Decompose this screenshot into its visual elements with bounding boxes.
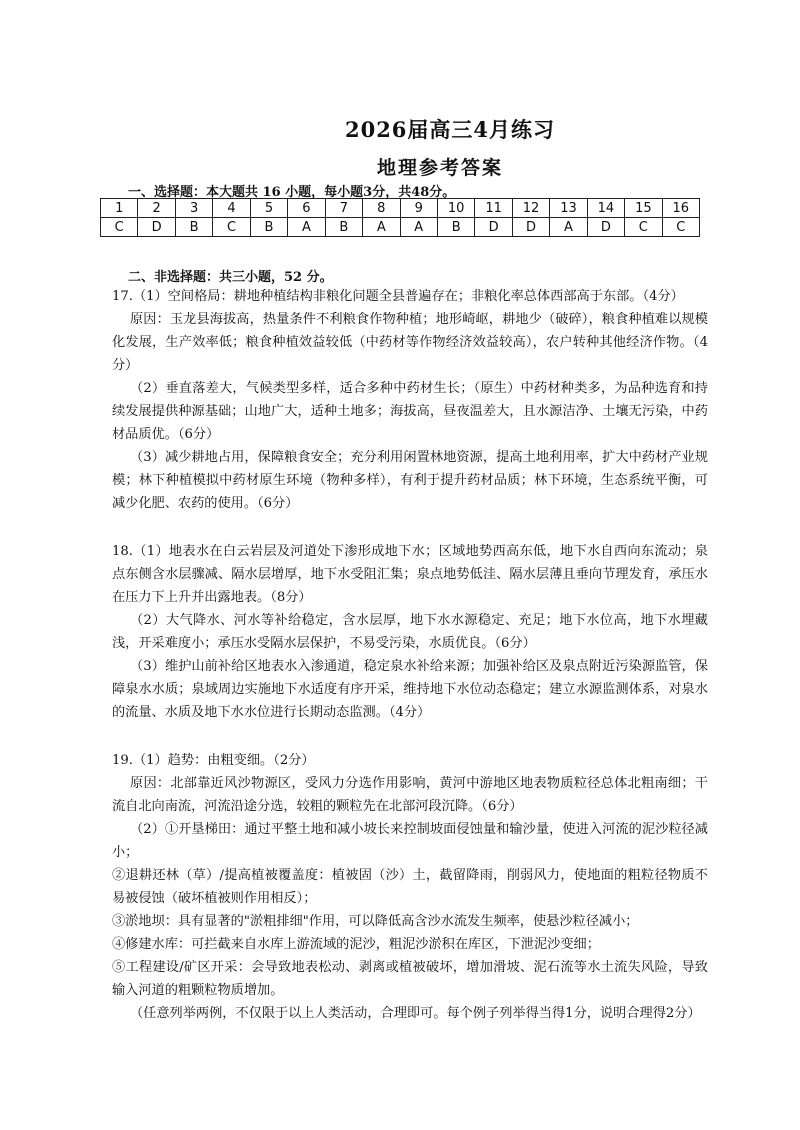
question-number-row xyxy=(101,199,700,218)
answer-cell: C xyxy=(625,218,662,237)
answer-cell: B xyxy=(437,218,474,237)
question-number-cell: 14 xyxy=(587,199,624,218)
answer-cell: A xyxy=(400,218,437,237)
answer-cell: A xyxy=(550,218,587,237)
answer-cell: D xyxy=(475,218,512,237)
question-number-cell: 11 xyxy=(475,199,512,218)
q19-part2-item4: ④修建水库：可拦截来自水库上游流域的泥沙，粗泥沙淤积在库区，下泄泥沙变细； xyxy=(112,937,600,952)
q17-part1: 17.（1）空间格局：耕地种植结构非粮化问题全县普遍存在；非粮化率总体西部高于东部。（4分） xyxy=(112,289,684,304)
answer-cell: A xyxy=(288,218,325,237)
q19-part2-item1: （2）①开垦梯田：通过平整土地和减小坡长来控制坡面侵蚀量和输沙量，使进入河流的泥沙粒径减小； xyxy=(112,822,708,860)
answer-row xyxy=(101,218,700,237)
question-number-cell: 13 xyxy=(550,199,587,218)
answer-cell: C xyxy=(101,218,138,237)
question-number-cell: 12 xyxy=(512,199,549,218)
q18-part1: 18.（1）地表水在白云岩层及河道处下渗形成地下水；区域地势西高东低，地下水自西向东流动；泉点东侧含水层骤减、隔水层增厚，地下水受阻汇集；泉点地势低洼、隔水层薄且垂向节理发育，承压水在压力下上升并出露地表。（8分） xyxy=(112,544,708,605)
answer-cell: D xyxy=(587,218,624,237)
q19-part2-item2: ②退耕还林（草）/提高植被覆盖度：植被固（沙）土，截留降雨，削弱风力，使地面的粗粒径物质不易被侵蚀（破坏植被则作用相反）； xyxy=(112,868,708,906)
q19-part2-item3: ③淤地坝：具有显著的"淤粗排细"作用，可以降低高含沙水流发生频率，使悬沙粒径减小； xyxy=(112,914,639,929)
q18-part3: （3）维护山前补给区地表水入渗通道，稳定泉水补给来源；加强补给区及泉点附近污染源监管，保障泉水水质；泉域周边实施地下水适度有序开采，维持地下水位动态稳定；建立水源监测体系，对泉水的流量、水质及地下水水位进行长期动态监测。（4分） xyxy=(112,659,708,720)
q19-reason: 原因：北部靠近风沙物源区，受风力分选作用影响，黄河中游地区地表物质粒径总体北粗南细；干流自北向南流，河流沿途分选，较粗的颗粒先在北部河段沉降。（6分） xyxy=(112,776,708,814)
q19-scoring-note: （任意列举两例，不仅限于以上人类活动，合理即可。每个例子列举得当得1分，说明合理得2分） xyxy=(130,1006,701,1021)
answer-cell: B xyxy=(175,218,212,237)
spacer xyxy=(112,515,708,540)
spacer xyxy=(112,724,708,749)
page-subtitle: 地理参考答案 xyxy=(376,157,503,179)
question-number-cell: 16 xyxy=(662,199,699,218)
question-number-cell: 8 xyxy=(363,199,400,218)
q17-part3: （3）减少耕地占用，保障粮食安全；充分利用闲置林地资源，提高土地利用率，扩大中药材产业规模；林下种植模拟中药材原生环境（物种多样），有利于提升药材品质；林下环境，生态系统平衡，可减少化肥、农药的使用。（6分） xyxy=(112,450,708,511)
q19-part2-item5: ⑤工程建设/矿区开采：会导致地表松动、剥离或植被破坏，增加滑坡、泥石流等水土流失风险，导致输入河道的粗颗粒物质增加。 xyxy=(112,960,708,998)
answer-cell: B xyxy=(250,218,287,237)
question-number-cell: 15 xyxy=(625,199,662,218)
section-2-heading: 二、非选择题：共三小题，52 分。 xyxy=(128,270,333,285)
answer-cell: B xyxy=(325,218,362,237)
answer-cell: D xyxy=(512,218,549,237)
answer-table xyxy=(100,198,700,237)
question-number-cell: 9 xyxy=(400,199,437,218)
question-number-cell: 3 xyxy=(175,199,212,218)
question-number-cell: 1 xyxy=(101,199,138,218)
answer-body xyxy=(112,285,708,1025)
section-1-heading: 一、选择题：本大题共 16 小题，每小题3分，共48分。 xyxy=(128,185,456,200)
question-number-cell: 6 xyxy=(288,199,325,218)
page-title: 2026届高三4月练习 xyxy=(344,117,556,142)
answer-cell: C xyxy=(662,218,699,237)
question-number-cell: 10 xyxy=(437,199,474,218)
q18-part2: （2）大气降水、河水等补给稳定，含水层厚，地下水水源稳定、充足；地下水位高，地下水埋藏浅，开采难度小；承压水受隔水层保护，不易受污染，水质优良。（6分） xyxy=(112,613,708,651)
q17-reason: 原因：玉龙县海拔高，热量条件不利粮食作物种植；地形崎岖，耕地少（破碎），粮食种植难以规模化发展，生产效率低；粮食种植效益较低（中药材等作物经济效益较高），农户转种其他经济作物。（4分） xyxy=(112,312,708,373)
q17-part2: （2）垂直落差大，气候类型多样，适合多种中药材生长；（原生）中药材种类多，为品种选育和持续发展提供种源基础；山地广大，适种土地多；海拔高，昼夜温差大，且水源洁净、土壤无污染，中药材品质优。（6分） xyxy=(112,381,708,442)
question-number-cell: 2 xyxy=(138,199,175,218)
q19-part1: 19.（1）趋势：由粗变细。（2分） xyxy=(112,753,315,768)
answer-cell: C xyxy=(213,218,250,237)
question-number-cell: 4 xyxy=(213,199,250,218)
question-number-cell: 7 xyxy=(325,199,362,218)
answer-cell: A xyxy=(363,218,400,237)
question-number-cell: 5 xyxy=(250,199,287,218)
answer-cell: D xyxy=(138,218,175,237)
